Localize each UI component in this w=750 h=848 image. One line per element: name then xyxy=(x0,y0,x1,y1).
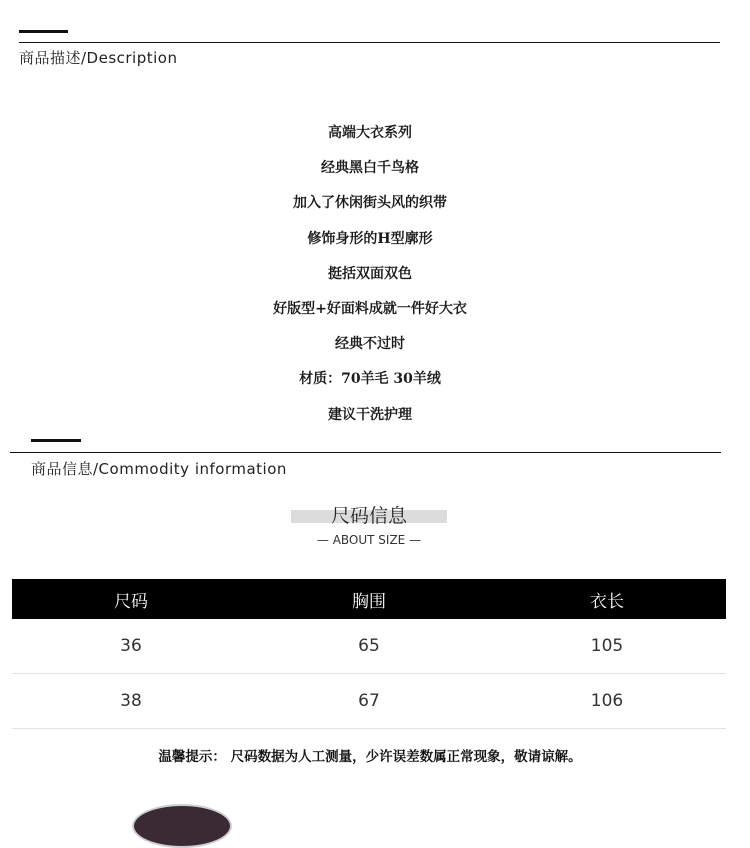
size-subtitle: — ABOUT SIZE — xyxy=(316,533,422,547)
table-cell: 38 xyxy=(12,674,250,729)
description-line: 经典不过时 xyxy=(335,336,405,353)
description-line: 修饰身形的H型廓形 xyxy=(307,230,433,247)
description-line: 经典黑白千鸟格 xyxy=(321,160,419,177)
size-title: 尺码信息 xyxy=(330,505,407,527)
description-line: 挺括双面双色 xyxy=(328,265,412,282)
description-heading: 商品描述/Description xyxy=(19,49,178,67)
table-cell: 106 xyxy=(488,674,726,729)
description-line: 加入了休闲街头风的织带 xyxy=(293,195,447,212)
section-accent-bar xyxy=(19,30,68,33)
table-cell: 36 xyxy=(12,619,250,674)
description-line: 材质：70羊毛 30羊绒 xyxy=(299,371,441,388)
product-image xyxy=(132,804,232,848)
column-header-length: 衣长 xyxy=(488,579,726,619)
description-line: 好版型+好面料成就一件好大衣 xyxy=(273,300,467,317)
table-cell: 105 xyxy=(488,619,726,674)
table-cell: 67 xyxy=(250,674,488,729)
description-line: 高端大衣系列 xyxy=(328,125,412,141)
size-title-block xyxy=(291,503,447,529)
section-divider xyxy=(19,42,720,43)
section-accent-bar xyxy=(31,439,81,442)
table-header-row xyxy=(12,579,726,619)
column-header-size: 尺码 xyxy=(12,579,250,619)
section-divider xyxy=(10,452,721,453)
table-row xyxy=(12,619,726,674)
size-table xyxy=(12,579,726,729)
table-row xyxy=(12,674,726,729)
table-cell: 65 xyxy=(250,619,488,674)
description-line: 建议干洗护理 xyxy=(328,406,412,423)
size-note: 温馨提示： 尺码数据为人工测量，少许误差数属正常现象，敬请谅解。 xyxy=(158,749,582,765)
commodity-info-heading: 商品信息/Commodity information xyxy=(31,460,287,478)
column-header-chest: 胸围 xyxy=(250,579,488,619)
description-text xyxy=(0,123,740,440)
